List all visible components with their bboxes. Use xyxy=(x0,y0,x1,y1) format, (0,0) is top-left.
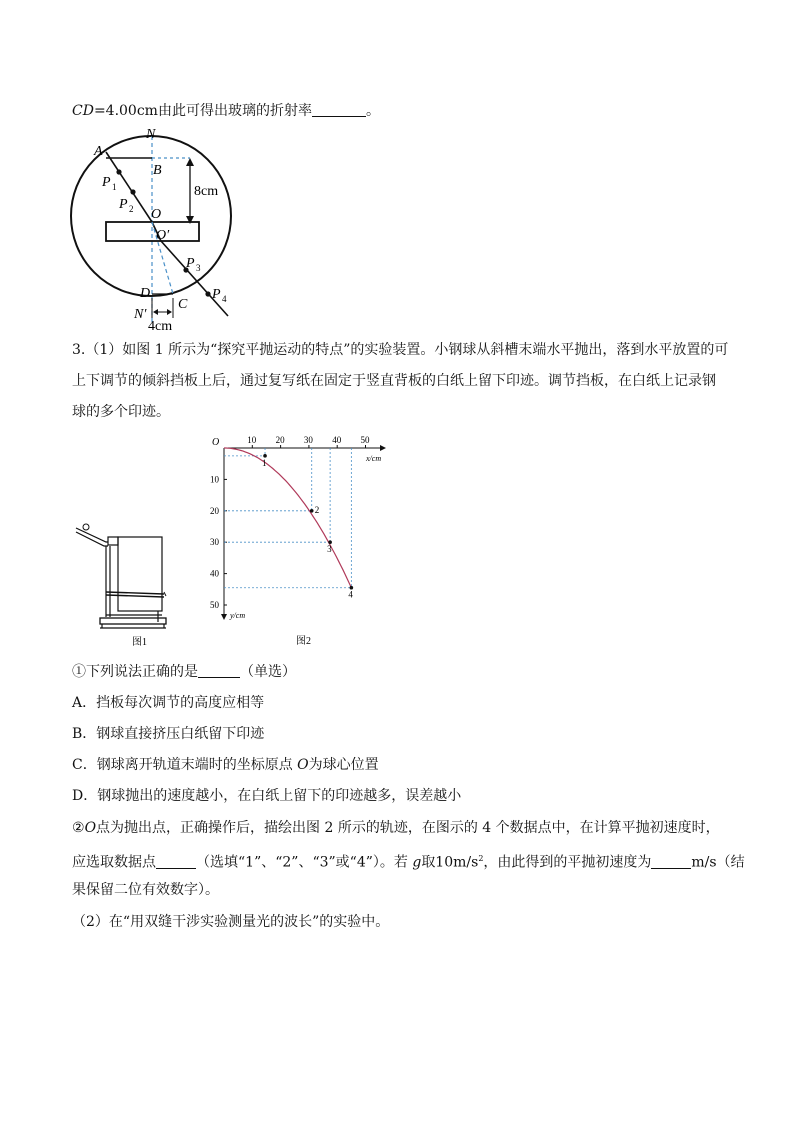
q3-line1: 3.（1）如图 1 所示为“探究平抛运动的特点”的实验装置。小钢球从斜槽末端水平抛出，落到水平放置的可 xyxy=(72,342,729,358)
apparatus-figure xyxy=(70,520,170,655)
answer-blank-velocity[interactable] xyxy=(651,854,691,869)
answer-blank-refraction[interactable] xyxy=(312,102,366,117)
x-tick-label: 30 xyxy=(303,435,313,445)
svg-text:1: 1 xyxy=(112,182,117,192)
sub1-line: ①下列说法正确的是 （单选） xyxy=(72,664,296,680)
label-a: A xyxy=(94,144,103,159)
label-p4: P xyxy=(212,287,221,302)
answer-blank-point[interactable] xyxy=(156,854,196,869)
svg-text:2: 2 xyxy=(129,204,134,214)
trajectory-chart xyxy=(200,432,400,650)
svg-text:4: 4 xyxy=(222,294,227,304)
label-o: O xyxy=(151,207,162,222)
fig2-caption: 图2 xyxy=(296,636,311,647)
label-b: B xyxy=(153,163,162,178)
data-point-label-3: 3 xyxy=(327,544,332,555)
x-tick-label: 50 xyxy=(360,435,370,445)
fig1-caption: 图1 xyxy=(132,637,147,648)
part2-line: （2）在“用双缝干涉实验测量光的波长”的实验中。 xyxy=(72,914,390,930)
data-point-label-1: 1 xyxy=(262,457,267,468)
trajectory-curve xyxy=(224,448,351,588)
sub2-line2: 应选取数据点 （选填“1”、“2”、“3”或“4”）。若 g取$10m/s^2$，由此得到的平抛初速度为 m/s（结 xyxy=(72,854,745,871)
label-8cm: 8cm xyxy=(194,184,219,199)
label-p3: P xyxy=(186,256,195,271)
x-axis-label: x/cm xyxy=(366,454,382,463)
sub2-line1: ②O点为抛出点，正确操作后，描绘出图 2 所示的轨迹，在图示的 4 个数据点中，在计算平抛初速度时， xyxy=(72,820,720,836)
y-tick-label: 50 xyxy=(210,600,219,610)
label-p2: P xyxy=(119,197,128,212)
q3-line3: 球的多个印迹。 xyxy=(72,404,170,420)
cd-value: =4.00cm xyxy=(93,103,158,119)
svg-text:3: 3 xyxy=(196,263,201,273)
y-tick-label: 40 xyxy=(210,568,219,579)
label-4cm: 4cm xyxy=(148,319,173,334)
cd-label: CD xyxy=(72,103,94,119)
answer-blank-sub1[interactable] xyxy=(198,663,240,678)
data-point-label-4: 4 xyxy=(348,589,353,600)
label-d: D xyxy=(140,286,151,301)
x-tick-label: 40 xyxy=(332,435,342,445)
y-axis-label: y/cm xyxy=(230,611,246,620)
q3-line2: 上下调节的倾斜挡板上后，通过复写纸在固定于竖直背板的白纸上留下印迹。调节挡板，在白纸上记录钢 xyxy=(72,373,716,389)
label-n-prime: N′ xyxy=(134,307,147,322)
data-point-2 xyxy=(310,509,314,513)
y-tick-label: 30 xyxy=(210,537,219,548)
x-tick-label: 20 xyxy=(275,435,285,445)
data-point-label-2: 2 xyxy=(314,504,320,515)
option-d: D．钢球抛出的速度越小，在白纸上留下的印迹越多，误差越小 xyxy=(72,788,462,804)
option-a: A．挡板每次调节的高度应相等 xyxy=(72,695,265,711)
option-c: C．钢球离开轨道末端时的坐标原点 O为球心位置 xyxy=(72,757,379,773)
label-o-prime: O′ xyxy=(156,228,170,243)
label-p1: P xyxy=(102,175,111,190)
intro-line: CD=4.00cm由此可得出玻璃的折射率 。 xyxy=(72,103,380,119)
sub2-line3: 果保留二位有效数字）。 xyxy=(72,882,219,898)
refraction-diagram xyxy=(60,122,250,337)
label-c: C xyxy=(178,297,188,312)
origin-label: O xyxy=(212,437,220,448)
x-tick-label: 10 xyxy=(247,435,257,445)
y-tick-label: 20 xyxy=(210,505,219,516)
y-tick-label: 10 xyxy=(210,474,219,485)
option-b: B．钢球直接挤压白纸留下印迹 xyxy=(72,726,265,742)
intro-text: 由此可得出玻璃的折射率 xyxy=(157,103,312,119)
label-n: N xyxy=(146,127,156,142)
